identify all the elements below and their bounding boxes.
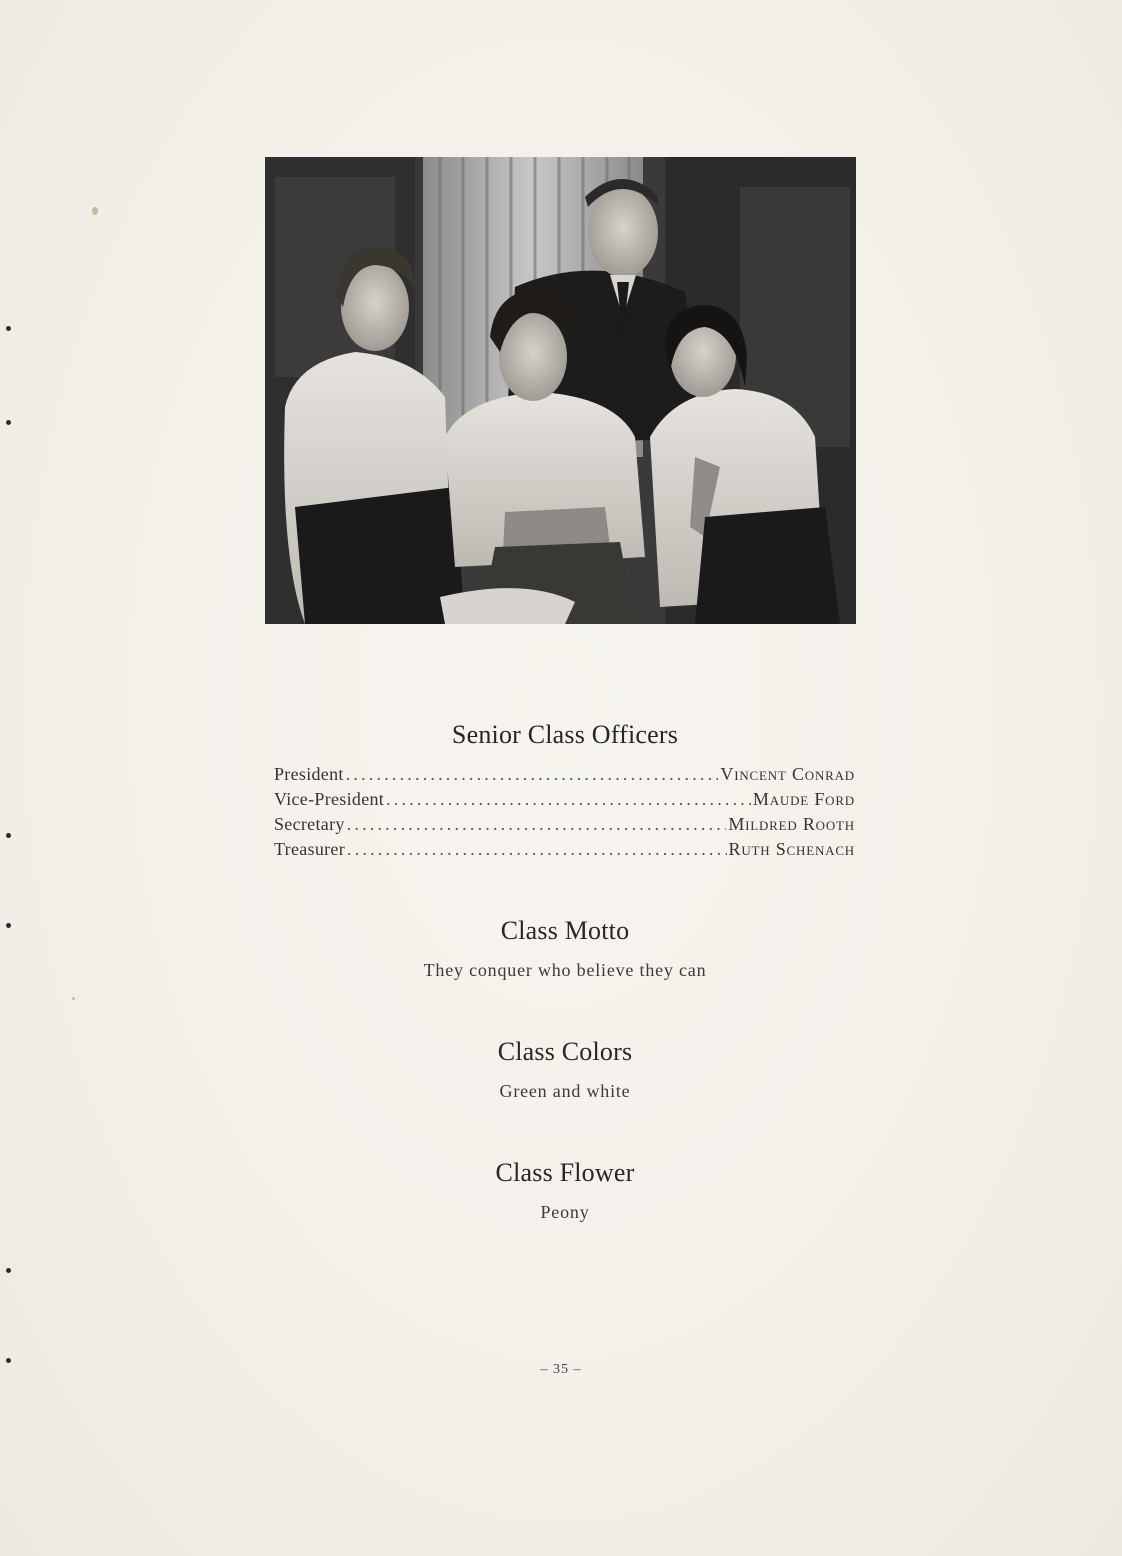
officer-row-vice-president [274,789,855,814]
officer-role: Secretary [274,814,345,834]
binding-hole [6,420,11,425]
binding-hole [6,326,11,331]
flower-title: Class Flower [495,1158,635,1187]
motto-text: They conquer who believe they can [423,960,707,980]
paper-speck [92,207,98,215]
motto-title: Class Motto [500,916,630,945]
dot-leader [386,789,751,810]
dot-leader [347,814,727,835]
group-photo [265,157,856,624]
binding-hole [6,1268,11,1273]
officer-role: President [274,764,344,784]
officer-name: Mildred Rooth [728,814,855,834]
officer-role: Treasurer [274,839,346,859]
officer-row-president [274,764,855,789]
group-photo-illustration [265,157,856,624]
officer-role: Vice-President [274,789,385,809]
page-number: – 35 – [540,1362,582,1377]
colors-title: Class Colors [497,1037,633,1066]
flower-text: Peony [540,1202,590,1222]
paper-speck [72,997,75,1000]
officers-list [274,764,855,864]
dot-leader [347,839,726,860]
officer-name: Vincent Conrad [720,764,855,784]
officer-name: Ruth Schenach [728,839,855,859]
officer-name: Maude Ford [752,789,855,809]
colors-text: Green and white [499,1081,631,1101]
dot-leader [346,764,719,785]
binding-hole [6,833,11,838]
officer-row-secretary [274,814,855,839]
officers-title: Senior Class Officers [451,720,679,749]
officer-row-treasurer [274,839,855,864]
